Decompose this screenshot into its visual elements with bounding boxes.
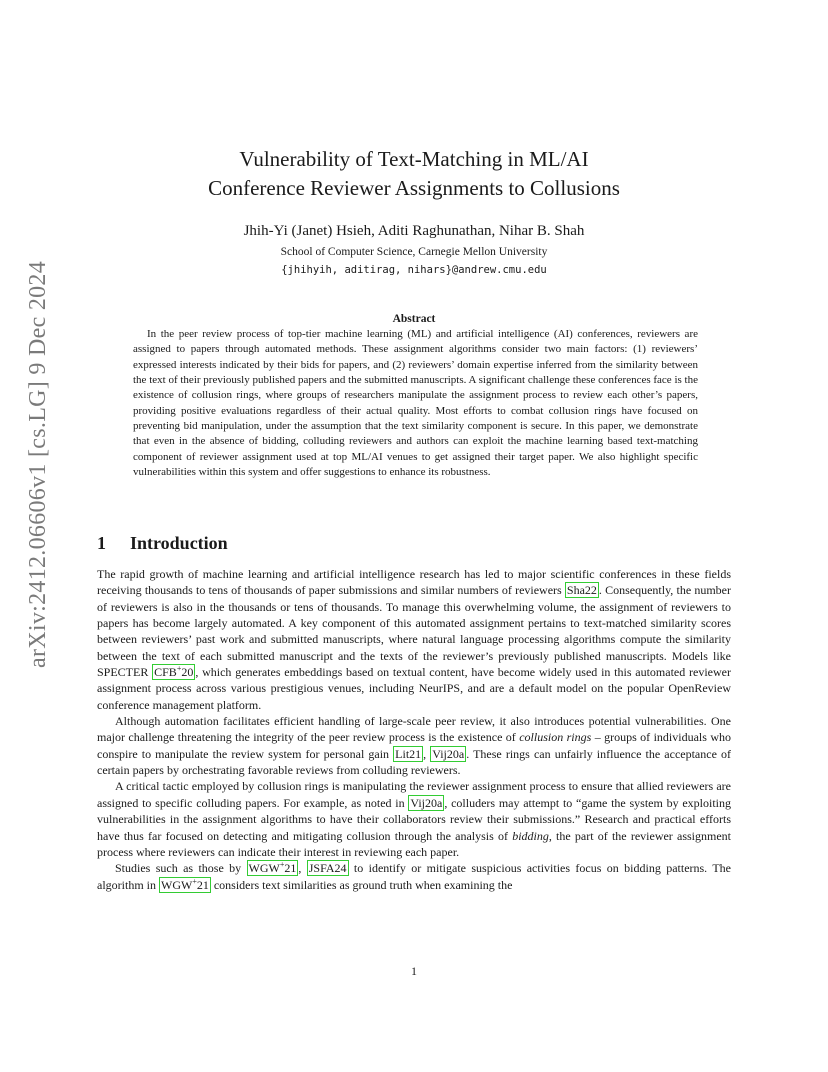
paper-title — [120, 145, 708, 203]
text-run: A critical tactic employed by collusion rings is manipulating the reviewer assignment process to ensure that allied reviewers are assigned to specific colluding papers. For example, as noted in — [97, 779, 731, 810]
citation-link[interactable] — [247, 860, 299, 876]
citation-superscript: + — [176, 664, 182, 674]
text-run: to identify or mitigate suspicious activities focus on bidding patterns. The algorithm in — [97, 861, 731, 892]
text-run: . These rings can unfairly influence the acceptance of certain papers by orchestrating favorable reviews from colluding reviewers. — [97, 746, 732, 778]
author-emails: {jhihyih, aditirag, nihars}@andrew.cmu.edu — [281, 264, 547, 276]
citation-link[interactable] — [152, 664, 195, 680]
citation-link[interactable] — [159, 877, 211, 893]
text-run: The rapid growth of machine learning and artificial intelligence research has led to major scientific conferences in these fields receiving thousands to tens of thousands of paper submissions and similar numbers of reviewers — [97, 567, 731, 598]
paragraph-2 — [97, 713, 731, 778]
abstract-text: In the peer review process of top-tier machine learning (ML) and artificial intelligence (AI) conferences, reviewers are assigned to papers through automated methods. These assignment algorithms consider two main factors: (1) reviewers’ expressed interests indicated by their bids for papers, and (2) reviewers’ domain expertise inferred from the similarity between the text of their previously published papers and the submitted manuscripts. A significant challenge these conferences face is the existence of collusion rings, where groups of researchers manipulate the assignment process to review each other’s papers, providing positive evaluations regardless of their actual quality. Most efforts to combat collusion rings have focused on preventing bid manipulation, under the assumption that the text similarity component is secure. In this paper, we demonstrate that even in the absence of bidding, colluding reviewers and authors can exploit the machine learning based text-matching component of reviewer assignment used at top ML/AI venues to get assigned their target paper. We also highlight specific vulnerabilities within this system and offer suggestions to enhance its robustness. — [133, 328, 698, 479]
paragraph-3 — [97, 778, 731, 860]
text-run: , — [423, 746, 431, 761]
text-run: , — [298, 861, 307, 876]
section-number: 1 — [97, 533, 106, 553]
abstract-heading: Abstract — [392, 313, 436, 325]
title-line-1: Vulnerability of Text-Matching in ML/AI — [239, 147, 589, 171]
affiliation: School of Computer Science, Carnegie Mellon University — [280, 246, 548, 258]
citation-link[interactable]: JSFA24 — [308, 861, 347, 876]
citation-link[interactable]: Sha22 — [566, 583, 597, 598]
citation-link[interactable]: Lit21 — [395, 746, 422, 761]
emphasis-text: collusion rings — [519, 730, 592, 745]
text-run: – groups of individuals who conspire to manipulate the review system for personal gain — [97, 730, 731, 761]
paragraph-4 — [97, 860, 731, 893]
text-run: , colluders may attempt to “game the system by exploiting vulnerabilities in the assignment algorithms to have their collaborators review their submissions.” Research and practical efforts have thus far focused on detecting and mitigating collusion through the analysis of — [97, 795, 731, 843]
text-run: , the part of the reviewer assignment process where reviewers can indicate their interest in reviewing each paper. — [97, 828, 732, 859]
citation-text: 21 — [284, 861, 297, 876]
paragraph-1 — [97, 566, 731, 713]
text-run: Although automation facilitates efficient handling of large-scale peer review, it also introduces potential vulnerabilities. One major challenge threatening the integrity of the peer review process is the existence of — [97, 714, 731, 745]
section-heading — [97, 531, 497, 555]
title-line-2: Conference Reviewer Assignments to Collusions — [208, 176, 620, 200]
citation-link[interactable]: Vij20a — [432, 746, 465, 761]
text-run: considers text similarities as ground truth when examining the — [210, 877, 513, 892]
author-list: Jhih-Yi (Janet) Hsieh, Aditi Raghunathan, Nihar B. Shah — [243, 223, 585, 239]
citation-superscript: + — [279, 860, 285, 870]
arxiv-identifier: arXiv:2412.06606v1 [cs.LG] 9 Dec 2024 — [25, 260, 51, 668]
citation-text: WGW — [248, 861, 280, 876]
citation-text: 20 — [181, 665, 194, 680]
citation-superscript: + — [192, 876, 197, 886]
citation-text: 21 — [196, 877, 209, 892]
text-run: Studies such as those by — [115, 861, 247, 876]
section-title: Introduction — [130, 533, 228, 553]
page-number: 1 — [411, 964, 417, 978]
citation-link[interactable]: Vij20a — [410, 795, 443, 810]
text-run: , which generates embeddings based on textual content, have become widely used in this automated reviewer assignment process across various prestigious venues, including NeurIPS, and are a default model on the popular OpenReview conference management platform. — [97, 665, 731, 712]
emphasis-text: bidding — [512, 828, 549, 843]
introduction-body — [97, 566, 731, 893]
text-run: . Consequently, the number of reviewers is also in the thousands or tens of thousands. To manage this overwhelming volume, the assignment of reviewers to papers has become largely automated. A key component of this automated assignment pertains to text-matched similarity scores between reviewers’ past work and submitted manuscripts, where natural language processing algorithms compute the similarity between the text of each submitted manuscript and the texts of the reviewer’s previously published manuscripts. Models like SPECTER — [97, 583, 732, 680]
citation-text: CFB — [154, 665, 177, 680]
citation-text: WGW — [161, 877, 193, 892]
